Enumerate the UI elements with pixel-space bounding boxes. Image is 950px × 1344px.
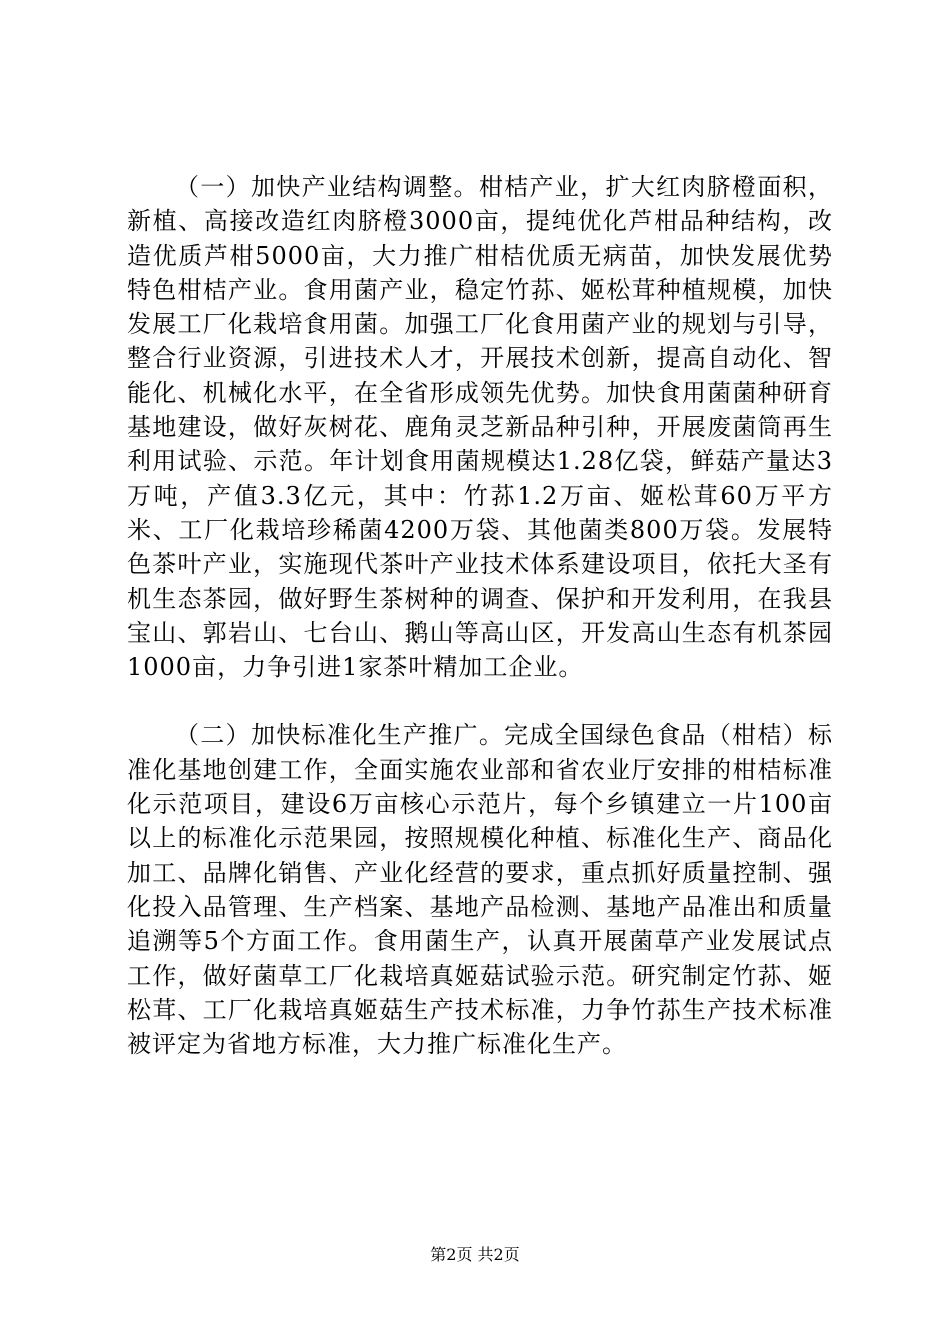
paragraph-industry-structure: （一）加快产业结构调整。柑桔产业，扩大红肉脐橙面积，新植、高接改造红肉脐橙3000亩，提纯优化芦柑品种结构，改造优质芦柑5000亩，大力推广柑桔优质无病苗，加快发展优势特色柑桔产业。食用菌产业，稳定竹荪、姬松茸种植规模，加快发展工厂化栽培食用菌。加强工厂化食用菌产业的规划与引导，整合行业资源，引进技术人才，开展技术创新，提高自动化、智能化、机械化水平，在全省形成领先优势。加快食用菌菌种研育基地建设，做好灰树花、鹿角灵芝新品种引种，开展废菌筒再生利用试验、示范。年计划食用菌规模达1.28亿袋，鲜菇产量达3万吨，产值3.3亿元，其中：竹荪1.2万亩、姬松茸60万平方米、工厂化栽培珍稀菌4200万袋、其他菌类800万袋。发展特色茶叶产业，实施现代茶叶产业技术体系建设项目，依托大圣有机生态茶园，做好野生茶树种的调查、保护和开发利用，在我县宝山、郭岩山、七台山、鹅山等高山区，开发高山生态有机茶园1000亩，力争引进1家茶叶精加工企业。: [127, 173, 833, 682]
page-footer: 第2页 共2页: [430, 1245, 520, 1264]
document-body: [127, 170, 833, 1061]
paragraph-standardized-production: （二）加快标准化生产推广。完成全国绿色食品（柑桔）标准化基地创建工作，全面实施农业部和省农业厅安排的柑桔标准化示范项目，建设6万亩核心示范片，每个乡镇建立一片100亩以上的标准化示范果园，按照规模化种植、标准化生产、商品化加工、品牌化销售、产业化经营的要求，重点抓好质量控制、强化投入品管理、生产档案、基地产品检测、基地产品准出和质量追溯等5个方面工作。食用菌生产，认真开展菌草产业发展试点工作，做好菌草工厂化栽培真姬菇试验示范。研究制定竹荪、姬松茸、工厂化栽培真姬菇生产技术标准，力争竹荪生产技术标准被评定为省地方标准，大力推广标准化生产。: [127, 721, 833, 1059]
